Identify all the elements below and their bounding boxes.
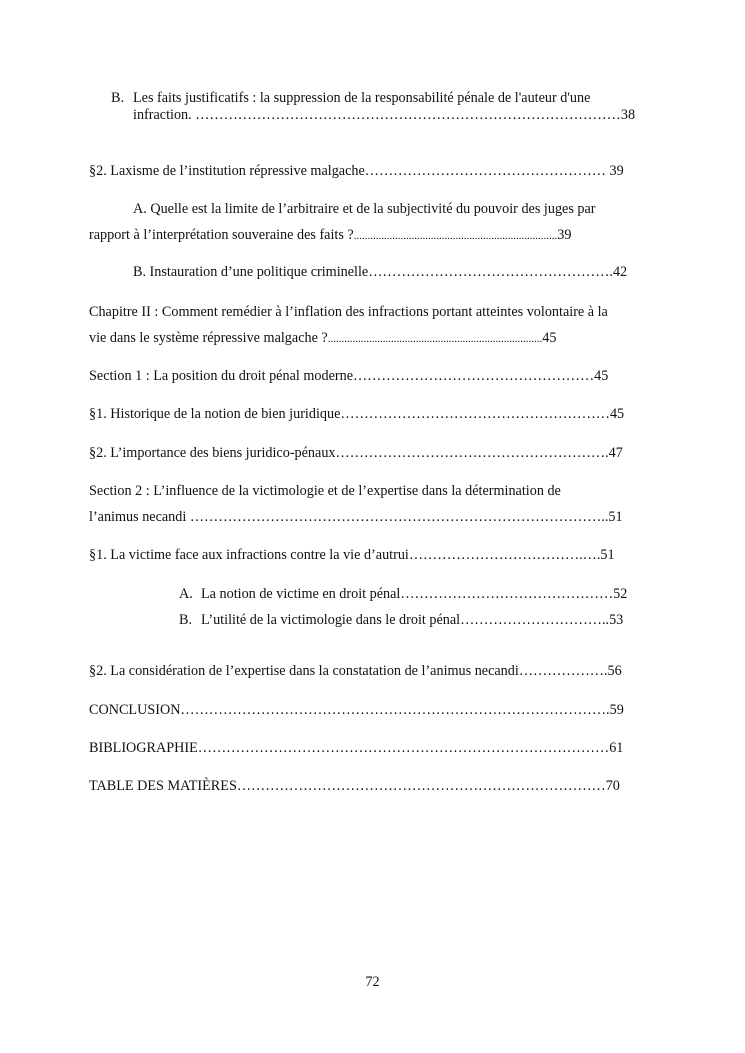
toc-b-faits-label: B. xyxy=(111,90,125,106)
toc-a-notion: La notion de victime en droit pénal………………………………………52 xyxy=(201,586,628,602)
toc-a-limite-line1: A. Quelle est la limite de l’arbitraire et de la subjectivité du pouvoir des juges par xyxy=(133,201,596,217)
toc-a-limite-line2-dots: .......................................................................... xyxy=(353,230,558,242)
toc-b-utilite: L’utilité de la victimologie dans le droit pénal…………………………..53 xyxy=(201,612,624,628)
toc-b-instauration: B. Instauration d’une politique criminelle…………………………………………….42 xyxy=(133,264,628,280)
toc-section2-line1: Section 2 : L’influence de la victimologie et de l’expertise dans la détermination de xyxy=(89,483,561,499)
toc-s2-importance: §2. L’importance des biens juridico-pénaux………………………………………………….47 xyxy=(89,445,623,461)
toc-b-utilite-label: B. xyxy=(179,612,193,628)
toc-section1: Section 1 : La position du droit pénal moderne……………………………………………45 xyxy=(89,368,609,384)
toc-a-limite-line2 xyxy=(89,226,571,245)
toc-section2-line2: l’animus necandi ……………………………………………………………………………..51 xyxy=(89,509,623,525)
toc-a-limite-line2-text: rapport à l’interprétation souveraine des faits ? xyxy=(89,227,354,243)
toc-a-notion-label: A. xyxy=(179,586,193,602)
toc-s2-laxisme: §2. Laxisme de l’institution répressive malgache…………………………………………… 39 xyxy=(89,163,624,179)
toc-a-limite-line2-page: 39 xyxy=(557,227,572,243)
toc-chapitre2-line2 xyxy=(89,329,556,348)
toc-s1-historique: §1. Historique de la notion de bien juridique…………………………………………………45 xyxy=(89,406,625,422)
toc-s2-consideration: §2. La considération de l’expertise dans la constatation de l’animus necandi……………….56 xyxy=(89,663,622,679)
toc-conclusion: CONCLUSION……………………………………………………………………………….59 xyxy=(89,702,624,718)
toc-chapitre2-line2-dots: .............................................................................. xyxy=(327,333,543,345)
toc-chapitre2-line1: Chapitre II : Comment remédier à l’inflation des infractions portant atteintes volontaire à la xyxy=(89,304,608,320)
toc-bibliographie: BIBLIOGRAPHIE……………………………………………………………………………61 xyxy=(89,740,624,756)
page-number: 72 xyxy=(365,974,380,990)
toc-b-faits-line1: Les faits justificatifs : la suppression de la responsabilité pénale de l'auteur d'une xyxy=(133,90,591,106)
toc-b-faits-line2: infraction. ………………………………………………………………………………38 xyxy=(133,107,636,123)
toc-chapitre2-line2-text: vie dans le système répressive malgache ? xyxy=(89,330,328,346)
toc-chapitre2-line2-page: 45 xyxy=(542,330,557,346)
toc-table-des-matieres: TABLE DES MATIÈRES……………………………………………………………………70 xyxy=(89,778,620,794)
toc-s1-victime: §1. La victime face aux infractions contre la vie d’autrui……………………………….….51 xyxy=(89,547,615,563)
